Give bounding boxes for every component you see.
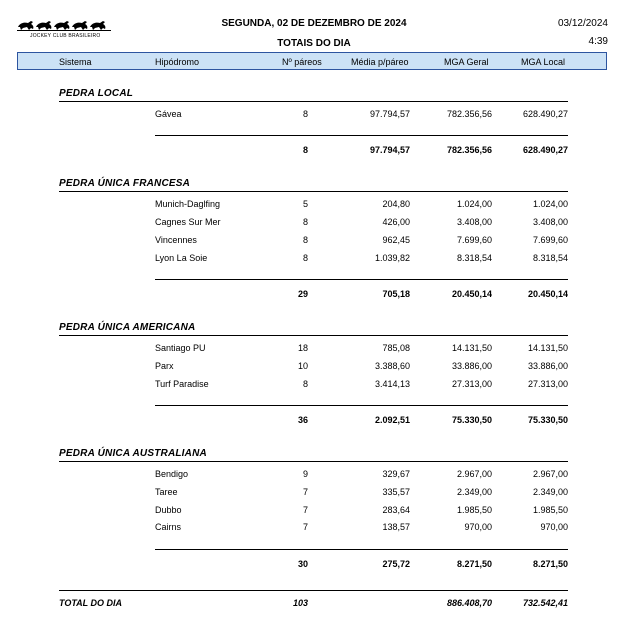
col-sistema: Sistema xyxy=(59,57,92,67)
pareos-cell: 8 xyxy=(302,217,308,227)
mga-local-cell: 33.886,00 xyxy=(527,361,568,371)
section-divider xyxy=(59,101,568,102)
grand-total-mga-local: 732.542,41 xyxy=(522,598,568,608)
mga-geral-cell: 782.356,56 xyxy=(446,109,492,119)
col-n-pareos: Nº páreos xyxy=(282,57,322,67)
mga-geral-total: 75.330,50 xyxy=(451,415,492,425)
mga-local-cell: 628.490,27 xyxy=(522,109,568,119)
pareos-total: 36 xyxy=(297,415,308,425)
pareos-cell: 8 xyxy=(302,379,308,389)
mga-local-cell: 27.313,00 xyxy=(527,379,568,389)
col-mga-geral: MGA Geral xyxy=(444,57,489,67)
hipodromo-cell: Taree xyxy=(155,487,178,497)
mga-local-total: 20.450,14 xyxy=(527,289,568,299)
grand-total-divider xyxy=(59,590,568,591)
mga-geral-total: 8.271,50 xyxy=(456,559,492,569)
subtotal-divider xyxy=(155,135,568,136)
mga-geral-cell: 970,00 xyxy=(464,522,492,532)
mga-geral-cell: 8.318,54 xyxy=(456,253,492,263)
pareos-cell: 7 xyxy=(302,522,308,532)
media-cell: 204,80 xyxy=(382,199,410,209)
mga-local-cell: 2.967,00 xyxy=(532,469,568,479)
mga-geral-cell: 14.131,50 xyxy=(451,343,492,353)
mga-local-total: 628.490,27 xyxy=(522,145,568,155)
media-total: 97.794,57 xyxy=(369,145,410,155)
column-header-bar xyxy=(17,52,607,70)
col-hipodromo: Hipódromo xyxy=(155,57,200,67)
pareos-cell: 9 xyxy=(302,469,308,479)
mga-local-cell: 7.699,60 xyxy=(532,235,568,245)
media-total: 705,18 xyxy=(382,289,410,299)
col-media: Média p/páreo xyxy=(351,57,409,67)
hipodromo-cell: Dubbo xyxy=(155,505,182,515)
mga-local-total: 75.330,50 xyxy=(527,415,568,425)
media-cell: 3.414,13 xyxy=(374,379,410,389)
hipodromo-cell: Parx xyxy=(155,361,174,371)
section-title: PEDRA ÚNICA AMERICANA xyxy=(59,322,196,333)
table-row xyxy=(0,199,628,211)
table-row xyxy=(0,109,628,121)
media-cell: 97.794,57 xyxy=(369,109,410,119)
table-row xyxy=(0,235,628,247)
hipodromo-cell: Santiago PU xyxy=(155,343,206,353)
section-title: PEDRA LOCAL xyxy=(59,88,134,99)
subtotal-divider xyxy=(155,549,568,550)
mga-geral-cell: 1.985,50 xyxy=(456,505,492,515)
print-time: 4:39 xyxy=(588,36,608,47)
grand-total-mga-geral: 886.408,70 xyxy=(446,598,492,608)
hipodromo-cell: Bendigo xyxy=(155,469,189,479)
pareos-cell: 8 xyxy=(302,109,308,119)
hipodromo-cell: Vincennes xyxy=(155,235,197,245)
mga-geral-cell: 2.967,00 xyxy=(456,469,492,479)
section-divider xyxy=(59,461,568,462)
mga-local-cell: 14.131,50 xyxy=(527,343,568,353)
media-cell: 283,64 xyxy=(382,505,410,515)
pareos-cell: 7 xyxy=(302,487,308,497)
pareos-cell: 8 xyxy=(302,253,308,263)
col-mga-local: MGA Local xyxy=(521,57,566,67)
table-row xyxy=(0,361,628,373)
mga-local-cell: 8.318,54 xyxy=(532,253,568,263)
report-title: TOTAIS DO DIA xyxy=(277,38,351,49)
media-cell: 785,08 xyxy=(382,343,410,353)
table-row xyxy=(0,217,628,229)
media-total: 2.092,51 xyxy=(374,415,410,425)
media-cell: 3.388,60 xyxy=(374,361,410,371)
table-row xyxy=(0,379,628,391)
hipodromo-cell: Lyon La Soie xyxy=(155,253,208,263)
mga-geral-total: 782.356,56 xyxy=(446,145,492,155)
grand-total-pareos: 103 xyxy=(292,598,308,608)
media-total: 275,72 xyxy=(382,559,410,569)
mga-local-cell: 1.024,00 xyxy=(532,199,568,209)
subtotal-row xyxy=(0,289,628,301)
pareos-cell: 5 xyxy=(302,199,308,209)
mga-local-cell: 3.408,00 xyxy=(532,217,568,227)
print-date: 03/12/2024 xyxy=(557,18,608,29)
media-cell: 335,57 xyxy=(382,487,410,497)
section-divider xyxy=(59,191,568,192)
section-divider xyxy=(59,335,568,336)
mga-geral-cell: 1.024,00 xyxy=(456,199,492,209)
pareos-cell: 10 xyxy=(297,361,308,371)
mga-local-total: 8.271,50 xyxy=(532,559,568,569)
grand-total-label: TOTAL DO DIA xyxy=(59,598,122,608)
mga-geral-cell: 2.349,00 xyxy=(456,487,492,497)
mga-geral-cell: 3.408,00 xyxy=(456,217,492,227)
table-row xyxy=(0,469,628,481)
section-title: PEDRA ÚNICA AUSTRALIANA xyxy=(59,448,207,459)
grand-total-row xyxy=(0,598,628,610)
hipodromo-cell: Cairns xyxy=(155,522,182,532)
media-cell: 426,00 xyxy=(382,217,410,227)
subtotal-row xyxy=(0,415,628,427)
pareos-total: 30 xyxy=(297,559,308,569)
mga-geral-cell: 27.313,00 xyxy=(451,379,492,389)
pareos-cell: 18 xyxy=(297,343,308,353)
table-row xyxy=(0,343,628,355)
media-cell: 1.039,82 xyxy=(374,253,410,263)
pareos-cell: 7 xyxy=(302,505,308,515)
subtotal-row xyxy=(0,145,628,157)
pareos-cell: 8 xyxy=(302,235,308,245)
subtotal-divider xyxy=(155,279,568,280)
table-row xyxy=(0,253,628,265)
section-title: PEDRA ÚNICA FRANCESA xyxy=(59,178,191,189)
mga-geral-total: 20.450,14 xyxy=(451,289,492,299)
hipodromo-cell: Cagnes Sur Mer xyxy=(155,217,221,227)
media-cell: 329,67 xyxy=(382,469,410,479)
logo-caption: JOCKEY CLUB BRASILEIRO xyxy=(30,33,101,39)
mga-local-cell: 1.985,50 xyxy=(532,505,568,515)
report-date: SEGUNDA, 02 DE DEZEMBRO DE 2024 xyxy=(221,18,407,29)
media-cell: 962,45 xyxy=(382,235,410,245)
mga-local-cell: 970,00 xyxy=(540,522,568,532)
table-row xyxy=(0,487,628,499)
hipodromo-cell: Munich-Daglfing xyxy=(155,199,221,209)
pareos-total: 8 xyxy=(302,145,308,155)
table-row xyxy=(0,522,628,534)
mga-local-cell: 2.349,00 xyxy=(532,487,568,497)
table-row xyxy=(0,505,628,517)
pareos-total: 29 xyxy=(297,289,308,299)
subtotal-divider xyxy=(155,405,568,406)
hipodromo-cell: Gávea xyxy=(155,109,182,119)
mga-geral-cell: 33.886,00 xyxy=(451,361,492,371)
mga-geral-cell: 7.699,60 xyxy=(456,235,492,245)
hipodromo-cell: Turf Paradise xyxy=(155,379,209,389)
media-cell: 138,57 xyxy=(382,522,410,532)
subtotal-row xyxy=(0,559,628,571)
